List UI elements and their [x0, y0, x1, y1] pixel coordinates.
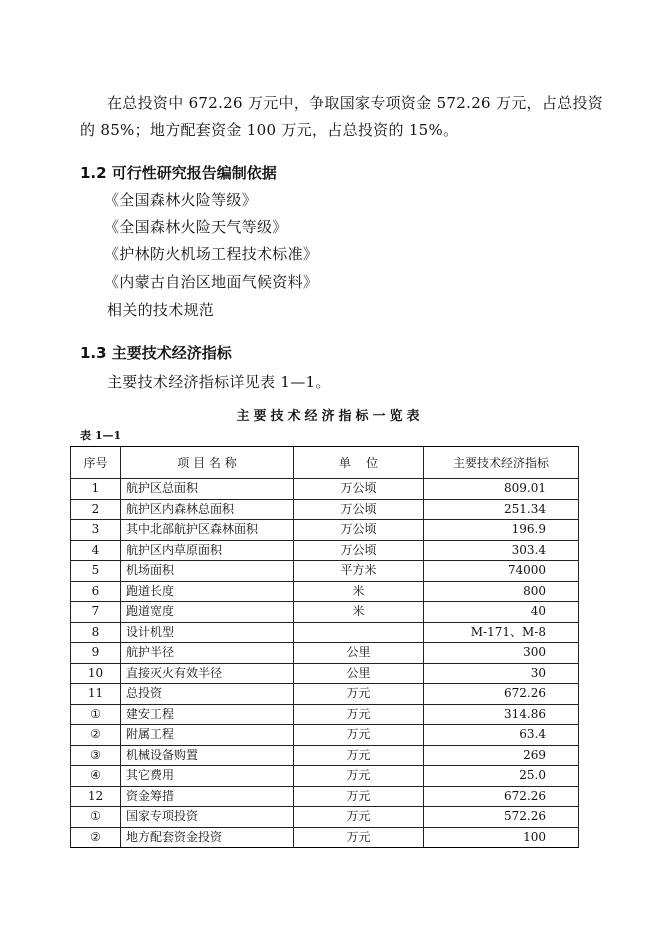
table-row	[71, 622, 579, 643]
row-number: 11	[71, 684, 121, 705]
row-number: ④	[71, 766, 121, 787]
row-value: 74000	[424, 561, 579, 582]
table-row	[71, 479, 579, 500]
row-unit: 万元	[294, 704, 424, 725]
header-name: 项 目 名 称	[121, 447, 294, 479]
row-unit: 米	[294, 602, 424, 623]
row-value: 25.0	[424, 766, 579, 787]
basis-item-1: 《全国森林火险等级》	[104, 191, 258, 209]
row-item-name: 航护区内草原面积	[121, 540, 294, 561]
row-item-name: 其中北部航护区森林面积	[121, 520, 294, 541]
row-number: ③	[71, 745, 121, 766]
row-unit: 万元	[294, 807, 424, 828]
row-unit: 万公顷	[294, 540, 424, 561]
row-item-name: 资金筹措	[121, 786, 294, 807]
row-unit: 万元	[294, 786, 424, 807]
table-body	[71, 479, 579, 848]
row-unit: 公里	[294, 663, 424, 684]
row-value: 300	[424, 643, 579, 664]
row-number: 4	[71, 540, 121, 561]
row-value: 809.01	[424, 479, 579, 500]
row-number: ①	[71, 704, 121, 725]
row-item-name: 设计机型	[121, 622, 294, 643]
row-item-name: 机械设备购置	[121, 745, 294, 766]
row-value: 672.26	[424, 684, 579, 705]
table-row	[71, 807, 579, 828]
row-unit: 万公顷	[294, 520, 424, 541]
row-number: 8	[71, 622, 121, 643]
row-value: 303.4	[424, 540, 579, 561]
table-row	[71, 520, 579, 541]
row-unit: 万公顷	[294, 499, 424, 520]
row-value: 251.34	[424, 499, 579, 520]
row-number: 10	[71, 663, 121, 684]
row-number: ②	[71, 725, 121, 746]
row-number: ②	[71, 827, 121, 848]
row-item-name: 跑道宽度	[121, 602, 294, 623]
row-value: 30	[424, 663, 579, 684]
row-number: 12	[71, 786, 121, 807]
row-item-name: 航护区总面积	[121, 479, 294, 500]
row-item-name: 其它费用	[121, 766, 294, 787]
row-value: 63.4	[424, 725, 579, 746]
row-value: 100	[424, 827, 579, 848]
indicators-table-container	[70, 446, 578, 848]
table-row	[71, 602, 579, 623]
row-unit: 万元	[294, 766, 424, 787]
table-row	[71, 561, 579, 582]
section-intro: 主要技术经济指标详见表 1—1。	[107, 373, 331, 391]
row-value: M-171、M-8	[424, 622, 579, 643]
row-item-name: 直接灭火有效半径	[121, 663, 294, 684]
indicators-table	[70, 446, 579, 848]
row-value: 40	[424, 602, 579, 623]
table-row	[71, 499, 579, 520]
table-row	[71, 766, 579, 787]
row-value: 196.9	[424, 520, 579, 541]
table-row	[71, 725, 579, 746]
row-value: 672.26	[424, 786, 579, 807]
header-value: 主要技术经济指标	[424, 447, 579, 479]
section-heading-1-2: 1.2 可行性研究报告编制依据	[80, 164, 277, 182]
paragraph-line-1: 在总投资中 672.26 万元中，争取国家专项资金 572.26 万元，占总投资	[107, 94, 604, 112]
row-item-name: 跑道长度	[121, 581, 294, 602]
table-title: 主要技术经济指标一览表	[236, 409, 424, 424]
row-item-name: 附属工程	[121, 725, 294, 746]
row-value: 572.26	[424, 807, 579, 828]
table-row	[71, 786, 579, 807]
row-value: 314.86	[424, 704, 579, 725]
table-row	[71, 745, 579, 766]
row-number: 6	[71, 581, 121, 602]
row-unit: 米	[294, 581, 424, 602]
row-unit: 万元	[294, 684, 424, 705]
table-row	[71, 540, 579, 561]
row-item-name: 航护区内森林总面积	[121, 499, 294, 520]
header-unit: 单 位	[294, 447, 424, 479]
basis-item-2: 《全国森林火险天气等级》	[104, 218, 288, 236]
table-label: 表 1—1	[80, 429, 122, 442]
table-row	[71, 684, 579, 705]
row-unit: 平方米	[294, 561, 424, 582]
table-row	[71, 704, 579, 725]
table-row	[71, 581, 579, 602]
row-item-name: 航护半径	[121, 643, 294, 664]
table-row	[71, 827, 579, 848]
row-unit: 万元	[294, 745, 424, 766]
row-unit: 万元	[294, 725, 424, 746]
table-row	[71, 663, 579, 684]
row-item-name: 总投资	[121, 684, 294, 705]
row-item-name: 建安工程	[121, 704, 294, 725]
row-unit: 公里	[294, 643, 424, 664]
row-number: ①	[71, 807, 121, 828]
table-row	[71, 643, 579, 664]
row-number: 1	[71, 479, 121, 500]
row-value: 800	[424, 581, 579, 602]
row-number: 7	[71, 602, 121, 623]
header-no: 序号	[71, 447, 121, 479]
row-number: 2	[71, 499, 121, 520]
row-number: 3	[71, 520, 121, 541]
paragraph-line-2: 的 85%；地方配套资金 100 万元，占总投资的 15%。	[80, 121, 459, 139]
row-number: 5	[71, 561, 121, 582]
basis-item-3: 《护林防火机场工程技术标准》	[104, 245, 319, 263]
row-value: 269	[424, 745, 579, 766]
basis-item-4: 《内蒙古自治区地面气候资料》	[104, 273, 319, 291]
row-item-name: 机场面积	[121, 561, 294, 582]
row-item-name: 地方配套资金投资	[121, 827, 294, 848]
table-header-row	[71, 447, 579, 479]
row-item-name: 国家专项投资	[121, 807, 294, 828]
section-heading-1-3: 1.3 主要技术经济指标	[80, 344, 232, 362]
row-unit	[294, 622, 424, 643]
row-unit: 万公顷	[294, 479, 424, 500]
basis-item-5: 相关的技术规范	[107, 301, 215, 319]
row-unit: 万元	[294, 827, 424, 848]
row-number: 9	[71, 643, 121, 664]
